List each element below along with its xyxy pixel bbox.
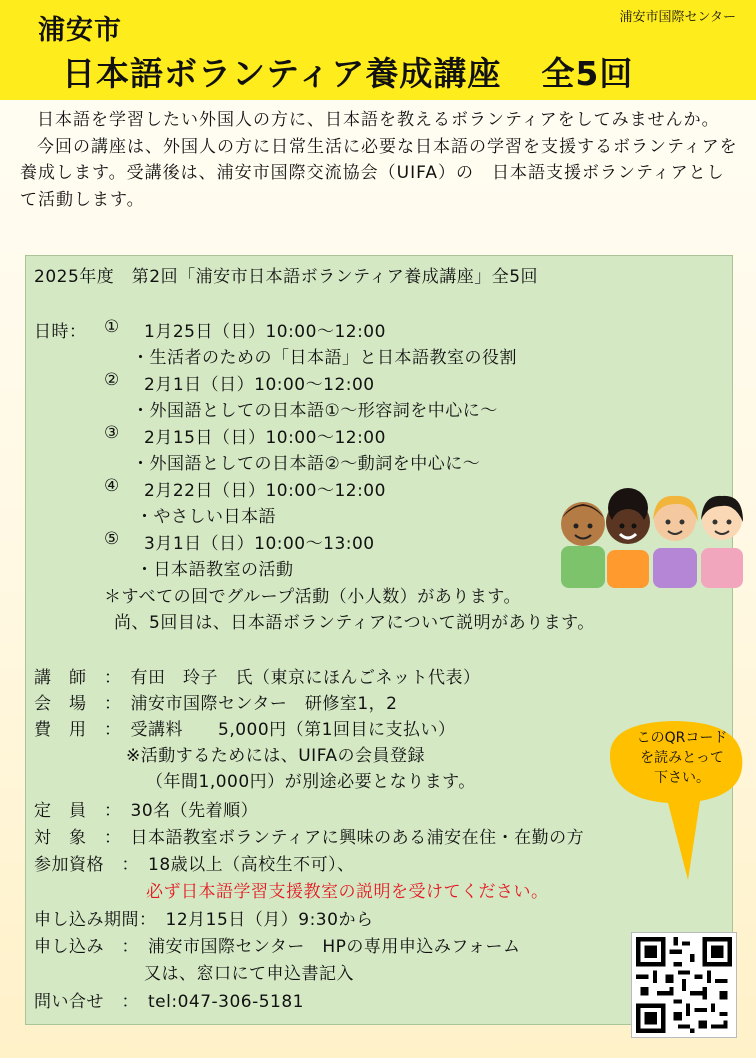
qr-callout-line: を読みとって <box>640 750 724 766</box>
session-number: ④ <box>104 476 120 496</box>
title-course: 日本語ボランティア養成講座 <box>62 54 502 93</box>
contact-info: 問い合せ ： tel:047-306-5181 <box>34 992 305 1012</box>
session-topic: ・外国語としての日本語①～形容詞を中心に～ <box>132 401 498 421</box>
session-datetime: 2月22日（日）10:00～12:00 <box>144 481 386 501</box>
final-session-note: 尚、5回目は、日本語ボランティアについて説明があります。 <box>114 613 595 633</box>
session-number: ⑤ <box>104 529 120 549</box>
people-illustration <box>557 488 747 588</box>
date-label: 日時： <box>34 322 87 342</box>
session-datetime: 3月1日（日）10:00～13:00 <box>144 534 375 554</box>
qr-code-pattern <box>632 933 736 1037</box>
qr-callout-line: このQRコード <box>636 730 728 746</box>
membership-fee-note: （年間1,000円）が別途必要となります。 <box>146 772 476 792</box>
page-title <box>62 48 633 95</box>
membership-note: ※活動するためには、UIFAの会員登録 <box>126 746 426 766</box>
session-datetime: 2月15日（日）10:00～12:00 <box>144 428 386 448</box>
lecturer-info: 講 師 ： 有田 玲子 氏（東京にほんごネット代表） <box>34 668 481 688</box>
qr-callout-line: 下さい。 <box>654 770 710 786</box>
course-heading: 2025年度 第2回「浦安市日本語ボランティア養成講座」全5回 <box>34 267 539 287</box>
intro-paragraph-1: 日本語を学習したい外国人の方に、日本語を教えるボランティアをしてみませんか。 <box>37 110 720 130</box>
group-activity-note: ＊すべての回でグループ活動（小人数）があります。 <box>104 587 521 607</box>
session-topic: ・日本語教室の活動 <box>136 560 294 580</box>
session-number: ③ <box>104 423 120 443</box>
qr-code[interactable] <box>631 932 737 1038</box>
title-session-count: 全5回 <box>541 54 634 93</box>
session-number: ② <box>104 370 120 390</box>
application-period: 申し込み期間： 12月15日（月）9:30から <box>34 910 374 930</box>
header-banner <box>0 0 756 100</box>
capacity-info: 定 員 ： 30名（先着順） <box>34 801 259 821</box>
eligibility-info: 参加資格 ： 18歳以上（高校生不可）、 <box>34 855 355 875</box>
session-number: ① <box>104 317 120 337</box>
qr-callout-text <box>622 728 742 788</box>
session-topic: ・外国語としての日本語②～動詞を中心に～ <box>132 454 481 474</box>
session-topic: ・生活者のための「日本語」と日本語教室の役割 <box>132 348 517 368</box>
intro-text <box>20 107 740 213</box>
intro-paragraph-2: 今回の講座は、外国人の方に日常生活に必要な日本語の学習を支援するボランティアを養成します。受講後は、浦安市国際交流協会（UIFA）の 日本語支援ボランティアとして活動します。 <box>20 136 738 210</box>
application-alternative: 又は、窓口にて申込書記入 <box>144 964 354 984</box>
application-method: 申し込み ： 浦安市国際センター HPの専用申込みフォーム <box>34 937 521 957</box>
venue-info: 会 場 ： 浦安市国際センター 研修室1，2 <box>34 694 398 714</box>
eligibility-warning: 必ず日本語学習支援教室の説明を受けてください。 <box>146 882 549 902</box>
title-city: 浦安市 <box>38 15 122 46</box>
session-datetime: 1月25日（日）10:00～12:00 <box>144 322 386 342</box>
session-datetime: 2月1日（日）10:00～12:00 <box>144 375 375 395</box>
session-topic: ・やさしい日本語 <box>136 507 276 527</box>
organization-name: 浦安市国際センター <box>619 10 736 25</box>
fee-info: 費 用 ： 受講料 5,000円（第1回目に支払い） <box>34 720 456 740</box>
target-info: 対 象 ： 日本語教室ボランティアに興味のある浦安在住・在勤の方 <box>34 828 585 848</box>
details-box <box>25 255 733 1025</box>
